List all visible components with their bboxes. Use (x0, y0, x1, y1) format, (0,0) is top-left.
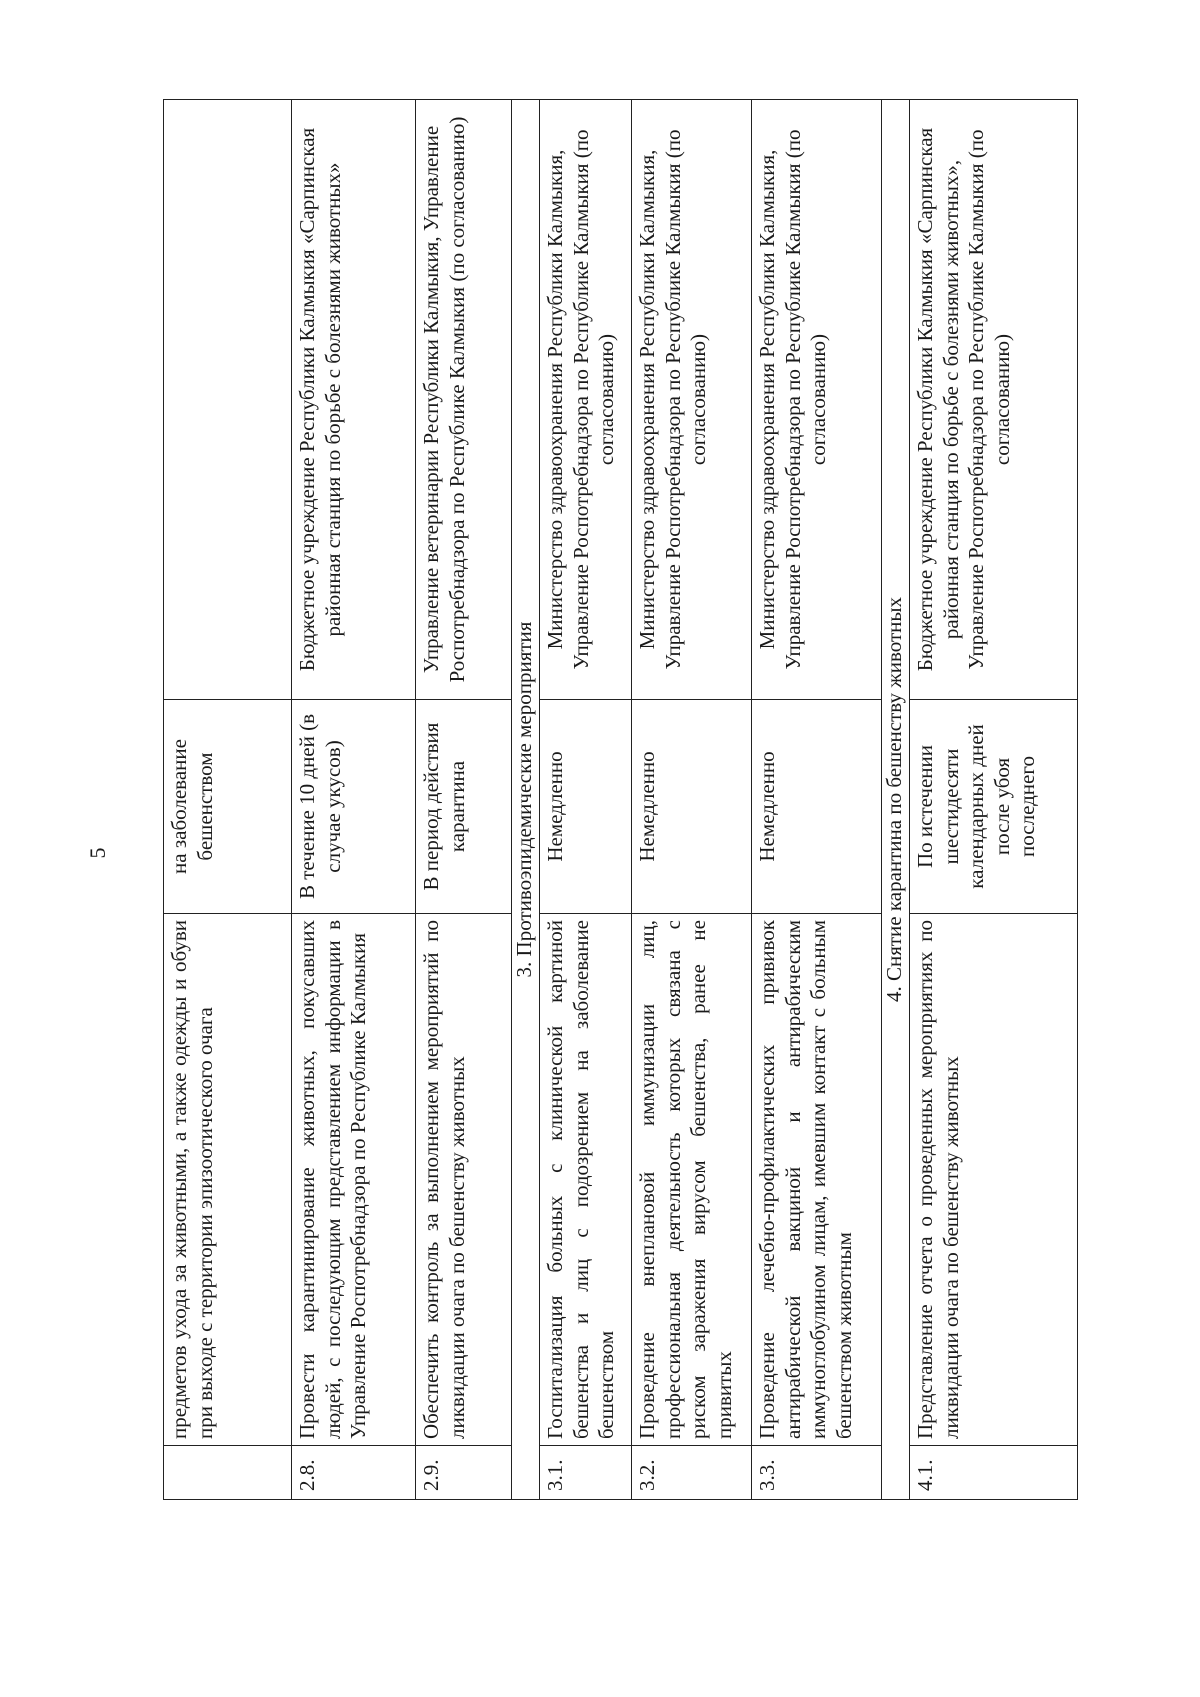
table-row (752, 100, 882, 1500)
term-cell: Немедленно (752, 700, 882, 914)
table-row (164, 100, 292, 1500)
responsible-cell: Министерство здравоохранения Республики Калмыкия, Управление Роспотребнадзора по Республике Калмыкия (по согласованию) (752, 100, 882, 700)
section-title: 3. Противоэпидемические мероприятия (512, 100, 540, 1500)
measure-cell: Представление отчета о проведенных мероприятиях по ликвидации очага по бешенству животных (910, 914, 1078, 1446)
term-cell: В период действия карантина (416, 700, 512, 914)
row-number: 3.3. (752, 1446, 882, 1500)
term-cell: на заболевание бешенством (164, 700, 292, 914)
responsible-cell: Бюджетное учреждение Республики Калмыкия «Сарпинская районная станция по борьбе с болезнями животных», Управление Роспотребнадзора по Республике Калмыкия (по согласованию) (910, 100, 1078, 700)
responsible-cell: Министерство здравоохранения Республики Калмыкия, Управление Роспотребнадзора по Республике Калмыкия (по согласованию) (540, 100, 632, 700)
row-number: 4.1. (910, 1446, 1078, 1500)
row-number: 3.2. (632, 1446, 752, 1500)
row-number: 3.1. (540, 1446, 632, 1500)
responsible-cell: Управление ветеринарии Республики Калмыкия, Управление Роспотребнадзора по Республике Калмыкия (по согласованию) (416, 100, 512, 700)
measure-cell: Проведение внеплановой иммунизации лиц, профессиональная деятельность которых связана с риском заражения вирусом бешенства, ранее не привитых (632, 914, 752, 1446)
section-row (512, 100, 540, 1500)
measures-table (163, 99, 1078, 1500)
row-number: 2.8. (292, 1446, 416, 1500)
row-number: 2.9. (416, 1446, 512, 1500)
measure-cell: Обеспечить контроль за выполнением мероприятий по ликвидации очага по бешенству животных (416, 914, 512, 1446)
rotated-page-content (163, 100, 1078, 1500)
measure-cell: предметов ухода за животными, а также одежды и обуви при выходе с территории эпизоотического очага (164, 914, 292, 1446)
row-number (164, 1446, 292, 1500)
measure-cell: Госпитализация больных с клинической картиной бешенства и лиц с подозрением на заболевание бешенством (540, 914, 632, 1446)
measure-cell: Проведение лечебно-профилактических прививок антирабической вакциной и антирабическим иммуноглобулином лицам, имевшим контакт с больным бешенством животным (752, 914, 882, 1446)
page-number: 5 (85, 847, 110, 859)
table-row (292, 100, 416, 1500)
responsible-cell: Министерство здравоохранения Республики Калмыкия, Управление Роспотребнадзора по Республике Калмыкия (по согласованию) (632, 100, 752, 700)
term-cell: Немедленно (540, 700, 632, 914)
responsible-cell (164, 100, 292, 700)
section-row (882, 100, 910, 1500)
term-cell: В течение 10 дней (в случае укусов) (292, 700, 416, 914)
section-title: 4. Снятие карантина по бешенству животных (882, 100, 910, 1500)
measure-cell: Провести карантинирование животных, покусавших людей, с последующим представлением информации в Управление Роспотребнадзора по Республике Калмыкия (292, 914, 416, 1446)
table-row (416, 100, 512, 1500)
table-row (540, 100, 632, 1500)
responsible-cell: Бюджетное учреждение Республики Калмыкия «Сарпинская районная станция по борьбе с болезнями животных» (292, 100, 416, 700)
term-cell: Немедленно (632, 700, 752, 914)
table-row (632, 100, 752, 1500)
table-row (910, 100, 1078, 1500)
term-cell: По истечении шестидесяти календарных дней после убоя последнего (910, 700, 1078, 914)
